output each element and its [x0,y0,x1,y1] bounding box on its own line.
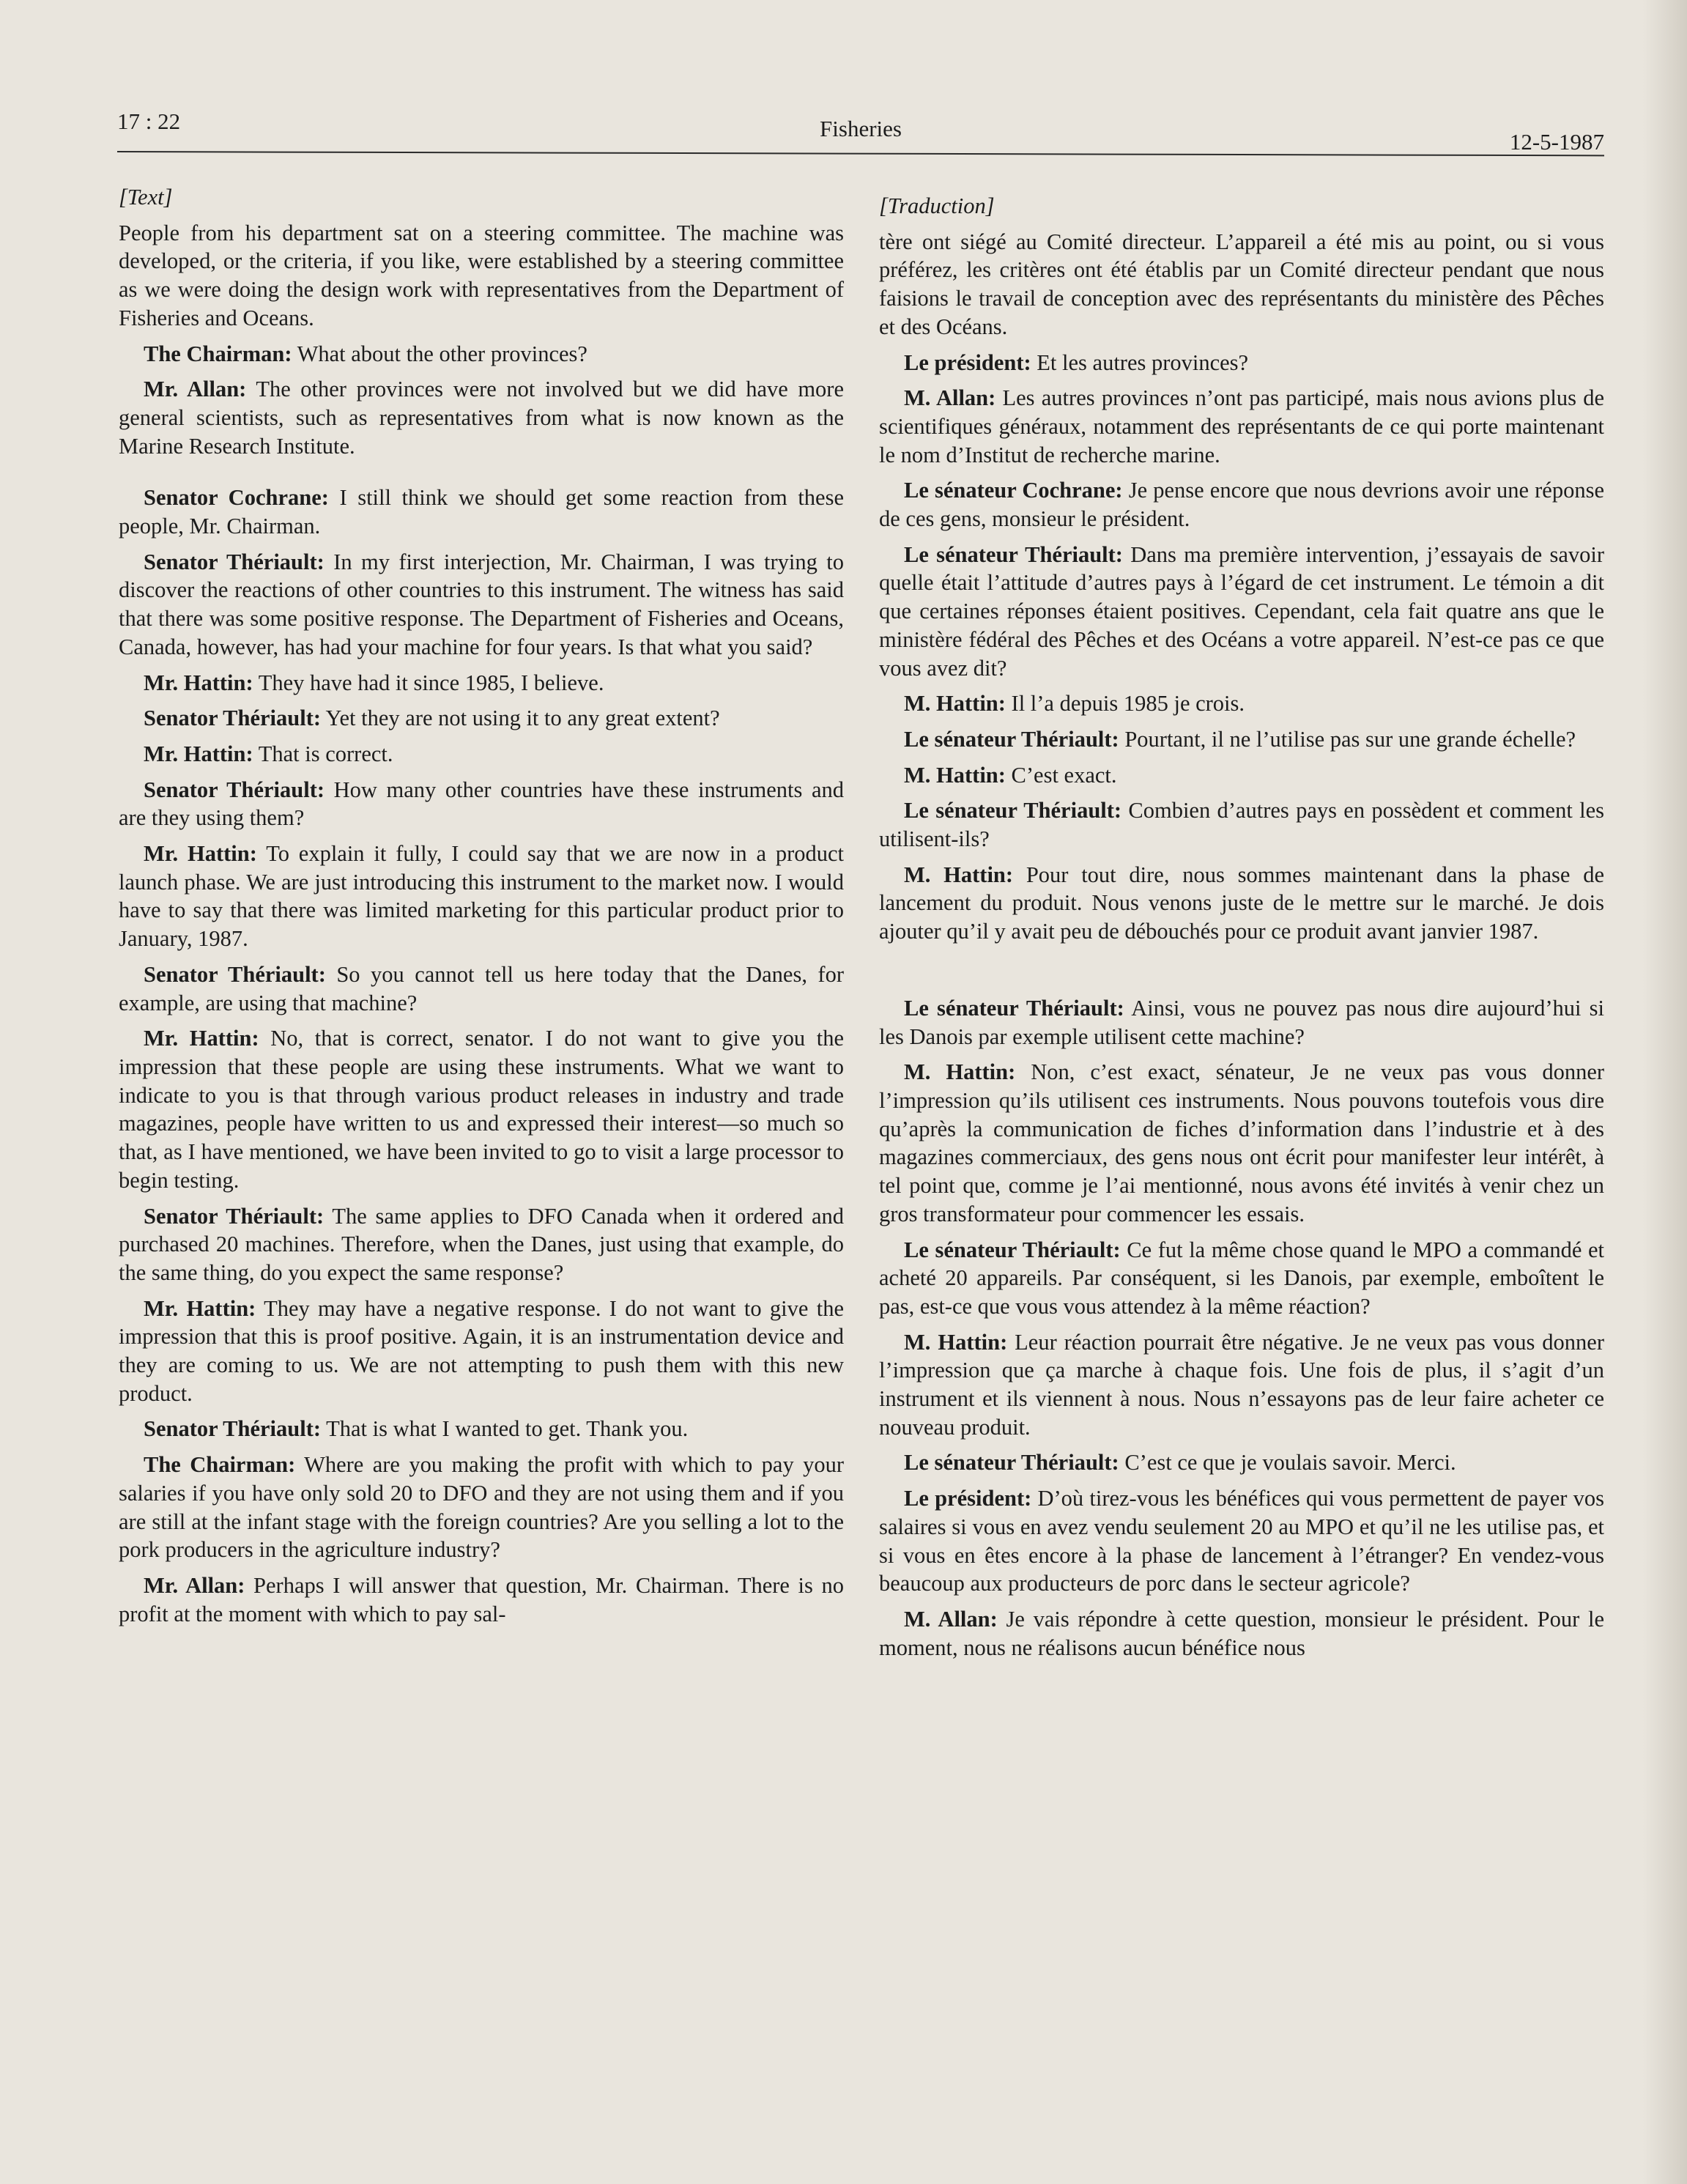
speech-text: The other provinces were not involved but we did have more general scientists, such as representatives from what is now known as the Marine Research Institute. [119,377,844,459]
speech-text: That is what I wanted to get. Thank you. [321,1416,689,1442]
speech-text: They may have a negative response. I do not want to give the impression that this is proof positive. Again, it is an instrumentation device and they are coming to us. We are not attempting to push them with this new product. [119,1295,844,1406]
speech [879,476,1604,533]
speaker: Le sénateur Thériault: [904,798,1122,823]
speech-text: Non, c’est exact, sénateur, Je ne veux pas vous donner l’impression qu’ils utilisent ces instruments. Nous pouvons toutefois vous dire qu’après la communication de fiches d’information dans l’industrie et à des magazines commerciaux, des gens nous ont écrit pour manifester leur intérêt, à tel point que, comme je l’ai mentionné, nous avons été invités à venir chez un gros transformateur pour commencer les essais. [879,1059,1605,1226]
speaker: Le sénateur Thériault: [904,995,1124,1021]
speech-text: C’est ce que je voulais savoir. Merci. [1119,1450,1456,1476]
speaker: M. Allan: [904,385,996,411]
speech [119,960,844,1017]
speaker: Mr. Hattin: [144,841,257,867]
speech [879,1605,1604,1662]
speaker: Le président: [904,349,1031,375]
speaker: Senator Thériault: [144,777,325,802]
speaker: Mr. Allan: [144,377,247,402]
speech-text: Et les autres provinces? [1031,349,1249,375]
speaker: M. Hattin: [904,691,1006,717]
speaker: Senator Thériault: [144,961,326,987]
speech [879,1236,1604,1321]
speech-text: What about the other provinces? [292,341,587,366]
speech [119,1415,844,1443]
speaker: M. Allan: [904,1606,998,1632]
speech [879,761,1604,790]
speaker: Le sénateur Thériault: [904,726,1119,752]
speech-text: Ce fut la même chose quand le MPO a commandé et acheté 20 appareils. Par conséquent, si les Danois, par exemple, emboîtent le pas, est-ce que vous vous attendez à la même réaction? [879,1237,1604,1319]
speaker: Le président: [904,1486,1032,1511]
speech-text: To explain it fully, I could say that we are now in a product launch phase. We are just introducing this instrument to the market now. I would have to say that there was limited marketing for this particular product prior to January, 1987. [119,841,845,952]
speech [879,994,1604,1051]
speaker: Senator Thériault: [144,1416,322,1442]
speaker: Le sénateur Thériault: [904,1450,1119,1476]
speech [879,796,1604,853]
speaker: The Chairman: [144,1452,296,1478]
speaker: M. Hattin: [904,1059,1016,1085]
intro-paragraph: tère ont siégé au Comité directeur. L’appareil a été mis au point, ou si vous préférez, les critères ont été établis par un Comité directeur pendant que nous faisions le travail de conception avec des représentants du ministère des Pêches et des Océans. [879,229,1604,339]
page-edge-shadow [1643,0,1687,2184]
speech-text: The same applies to DFO Canada when it ordered and purchased 20 machines. Therefore, when the Danes, just using that example, do the same thing, do you expect the same response? [119,1203,844,1285]
speech-text: Ainsi, vous ne pouvez pas nous dire aujourd’hui si les Danois par exemple utilisent cette machine? [879,995,1604,1049]
speaker: M. Hattin: [904,862,1014,887]
speech [119,840,844,953]
speaker: Le sénateur Cochrane: [904,478,1123,503]
speech-text: So you cannot tell us here today that the Danes, for example, are using that machine? [119,961,844,1015]
speech-text: No, that is correct, senator. I do not want to give you the impression that these people are using these instruments. What we want to indicate to you is that through various product releases in industry and trade magazines, people have written to us and expressed their interest—so much so that, as I have mentioned, we have been invited to go to visit a large processor to begin testing. [119,1026,844,1193]
page-number: 17 : 22 [117,108,181,134]
speaker: Le sénateur Thériault: [904,1237,1121,1262]
speaker: M. Hattin: [904,1329,1008,1355]
speech-text: Pour tout dire, nous sommes maintenant dans la phase de lancement du produit. Nous venons juste de le mettre sur le marché. Je dois ajouter qu’il y avait peu de débouchés pour ce produit avant janvier 1987. [879,862,1604,944]
speech [119,1572,844,1628]
speech [119,340,844,369]
speech [119,669,844,697]
speaker: Mr. Hattin: [144,670,253,695]
speech [879,541,1604,683]
speech [879,1448,1604,1477]
speech [119,704,844,733]
speech [879,349,1604,377]
speech-text: How many other countries have these instruments and are they using them? [119,777,844,831]
speaker: Mr. Hattin: [144,741,253,766]
spacer [119,467,844,484]
speech-text: Perhaps I will answer that question, Mr. Chairman. There is no profit at the moment with which to pay sal- [119,1572,845,1626]
speaker: M. Hattin: [904,762,1006,788]
speech-text: That is correct. [253,741,393,766]
speaker: Senator Thériault: [144,1203,325,1229]
speech-text: Pourtant, il ne l’utilise pas sur une grande échelle? [1119,726,1576,752]
speech-text: Je pense encore que nous devrions avoir une réponse de ces gens, monsieur le président. [879,478,1604,532]
spacer [879,953,1604,994]
speech [879,725,1604,754]
page-date: 12-5-1987 [1509,129,1604,155]
speech [119,484,844,540]
speech [119,1451,844,1564]
speech [879,861,1604,946]
speech [119,375,844,460]
speaker: Mr. Hattin: [144,1026,259,1051]
speech-text: Leur réaction pourrait être négative. Je ne veux pas vous donner l’impression que ça marche à chaque fois. Une fois de plus, il s’agit d’un instrument et ils viennent à nous. Nous n’essayons pas de leur faire acheter ce nouveau produit. [879,1329,1604,1440]
speech [119,1024,844,1194]
french-column [879,192,1604,1669]
speaker: The Chairman: [144,341,292,366]
speech-text: Il l’a depuis 1985 je crois. [1005,691,1245,717]
speaker: Le sénateur Thériault: [904,541,1123,567]
speech [879,1328,1604,1442]
speech-text: They have had it since 1985, I believe. [253,670,604,695]
speech-text: Where are you making the profit with which to pay your salaries if you have only sold 20 to DFO and they are not using them and if you are still at the infant stage with the foreign countries? Are you selling a lot to the pork producers in the agriculture industry? [119,1452,844,1563]
english-column [119,183,844,1635]
speaker: Mr. Allan: [144,1572,245,1598]
speech [879,384,1604,469]
speech [119,1202,844,1287]
speech [879,1058,1604,1228]
speech [119,776,844,832]
speech-text: In my first interjection, Mr. Chairman, I was trying to discover the reactions of other countries to this instrument. The witness has said that there was some positive response. The Department of Fisheries and Oceans, Canada, however, has had your machine for four years. Is that what you said? [119,549,844,659]
running-title: Fisheries [820,116,902,141]
speech-text: Combien d’autres pays en possèdent et comment les utilisent-ils? [879,798,1604,852]
speech-text: Yet they are not using it to any great extent? [321,706,720,731]
speech-text: I still think we should get some reaction from these people, Mr. Chairman. [119,485,844,539]
speaker: Senator Thériault: [144,706,322,731]
column-label: [Text] [119,185,173,210]
speech-text: Dans ma première intervention, j’essayais de savoir quelle était l’attitude d’autres pays à l’égard de cet instrument. Le témoin a dit que certaines réponses étaient positives. Cependant, cela fait quatre ans que le ministère fédéral des Pêches et des Océans a votre appareil. N’est-ce pas ce que vous avez dit? [879,541,1604,681]
speech [119,548,844,662]
speech-text: C’est exact. [1005,762,1117,788]
speaker: Senator Cochrane: [144,485,329,511]
intro-paragraph: People from his department sat on a steering committee. The machine was developed, or the criteria, if you like, were established by a steering committee as we were doing the design work with representatives from the Department of Fisheries and Oceans. [119,220,844,330]
column-label: [Traduction] [879,193,995,218]
speech [879,1484,1604,1598]
speech-text: Les autres provinces n’ont pas participé, mais nous avions plus de scientifiques généraux, notamment des représentants de ce qui porte maintenant le nom d’Institut de recherche marine. [879,385,1604,467]
speech-text: D’où tirez-vous les bénéfices qui vous permettent de payer vos salaires si vous en avez vendu seulement 20 au MPO et qu’il ne les utilise pas, et si vous en êtes encore à la phase de lancement à l’étranger? En vendez-vous beaucoup aux producteurs de porc dans le secteur agricole? [879,1486,1604,1596]
speech [119,1295,844,1408]
speech-text: Je vais répondre à cette question, monsieur le président. Pour le moment, nous ne réalisons aucun bénéfice nous [879,1606,1604,1660]
speech [119,740,844,769]
speech [879,689,1604,718]
speaker: Mr. Hattin: [144,1295,256,1321]
speaker: Senator Thériault: [144,549,325,574]
